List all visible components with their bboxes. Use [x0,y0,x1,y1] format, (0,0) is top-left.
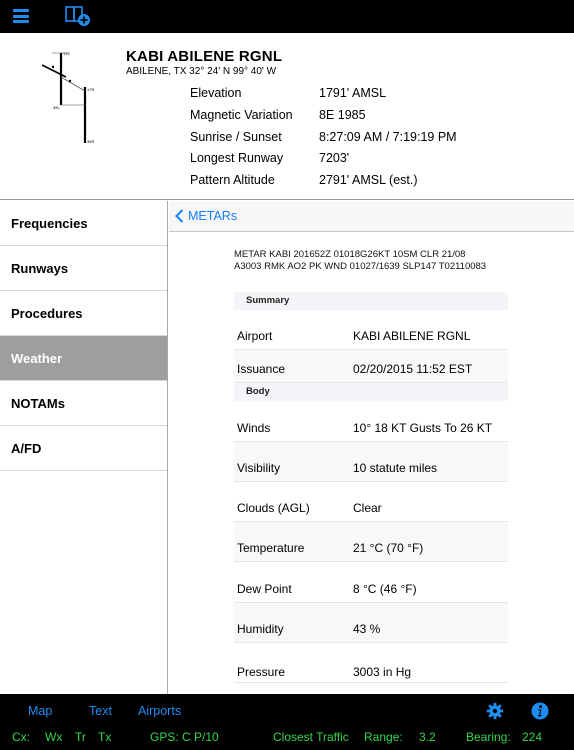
row-label: Pressure [237,665,286,680]
sidebar-item-notams[interactable]: NOTAMs [0,381,167,426]
table-row [234,310,508,350]
gear-icon[interactable] [486,702,504,720]
table-row [234,643,508,683]
row-value: 21 °C (70 °F) [353,541,424,556]
diagram-label: 17R [87,87,95,92]
sidebar-item-runways[interactable]: Runways [0,246,167,291]
info-value: 2791' AMSL (est.) [319,173,418,188]
row-value: Clear [353,501,382,516]
sidebar-item-weather[interactable]: Weather [0,336,167,381]
weather-detail-pane [169,201,574,694]
sidebar-item-frequencies[interactable]: Frequencies [0,201,167,246]
info-label: Sunrise / Sunset [190,129,282,144]
diagram-label: 35L [53,105,60,110]
metar-raw-text: METAR KABI 201652Z 01018G26KT 10SM CLR 21/08 A3003 RMK AO2 PK WND 01027/1639 SLP147 T02110083 [234,249,487,272]
row-label: Airport [237,329,273,344]
row-label: Dew Point [237,581,292,596]
row-label: Clouds (AGL) [237,501,310,516]
diagram-label: 17L [63,51,70,56]
row-label: Temperature [237,541,305,556]
row-value: 10 statute miles [353,460,438,475]
metar-decoded-card [234,292,508,692]
status-range-value: 3.2 [419,730,436,744]
status-closest-traffic: Closest Traffic [273,730,349,744]
airport-name: KABI ABILENE RGNL [126,48,283,65]
section-header-body: Body [234,383,508,401]
row-label: Visibility [237,460,281,475]
info-value: 8E 1985 [319,107,366,122]
info-label: Magnetic Variation [190,107,293,122]
tab-airports[interactable]: Airports [138,704,182,718]
sidebar-item-afd[interactable]: A/FD [0,426,167,471]
table-row [234,522,508,562]
sidebar [0,201,168,694]
row-value: 02/20/2015 11:52 EST [353,362,473,377]
section-header-summary: Summary [234,292,508,310]
row-label: Humidity [237,622,284,637]
info-label: Elevation [190,86,242,100]
table-row [234,603,508,643]
row-label: Issuance [237,362,286,377]
status-range-label: Range: [364,730,403,744]
status-tr: Tr [75,730,86,744]
back-button[interactable] [175,209,237,223]
table-row [234,350,508,383]
row-value: 43 % [353,622,381,637]
status-tx: Tx [98,730,112,744]
row-value: 8 °C (46 °F) [353,581,417,596]
tab-text[interactable]: Text [89,704,112,718]
info-value: 8:27:09 AM / 7:19:19 PM [319,129,457,144]
table-row [234,401,508,441]
top-toolbar [0,0,574,33]
row-value: 10° 18 KT Gusts To 26 KT [353,420,493,435]
menu-icon[interactable] [13,9,29,23]
table-row [234,442,508,482]
airport-header [0,33,574,200]
chevron-left-icon [175,209,184,223]
tab-map[interactable]: Map [28,704,53,718]
info-label: Longest Runway [190,151,284,166]
bottom-tabbar [0,694,574,728]
row-value: KABI ABILENE RGNL [353,329,471,344]
diagram-label: 35R [87,139,95,144]
table-row [234,562,508,602]
status-bearing-label: Bearing: [466,730,511,744]
info-value: 1791' AMSL [319,86,387,100]
status-wx: Wx [45,730,63,744]
status-bearing-value: 224 [522,730,543,744]
back-button-label: METARs [188,209,238,223]
status-bar [0,728,574,750]
add-to-binder-icon[interactable] [64,5,92,27]
info-value: 7203' [319,151,350,166]
airport-location: ABILENE, TX 32° 24' N 99° 40' W [126,66,277,77]
info-label: Pattern Altitude [190,173,275,188]
row-value: 3003 in Hg [353,665,412,680]
info-icon[interactable] [531,702,549,720]
sidebar-item-procedures[interactable]: Procedures [0,291,167,336]
status-cx: Cx: [12,730,30,744]
table-row [234,482,508,522]
detail-navbar [169,201,574,232]
airport-diagram[interactable] [30,47,100,147]
status-gps: GPS: C P/10 [150,730,219,744]
row-label: Winds [237,420,271,435]
